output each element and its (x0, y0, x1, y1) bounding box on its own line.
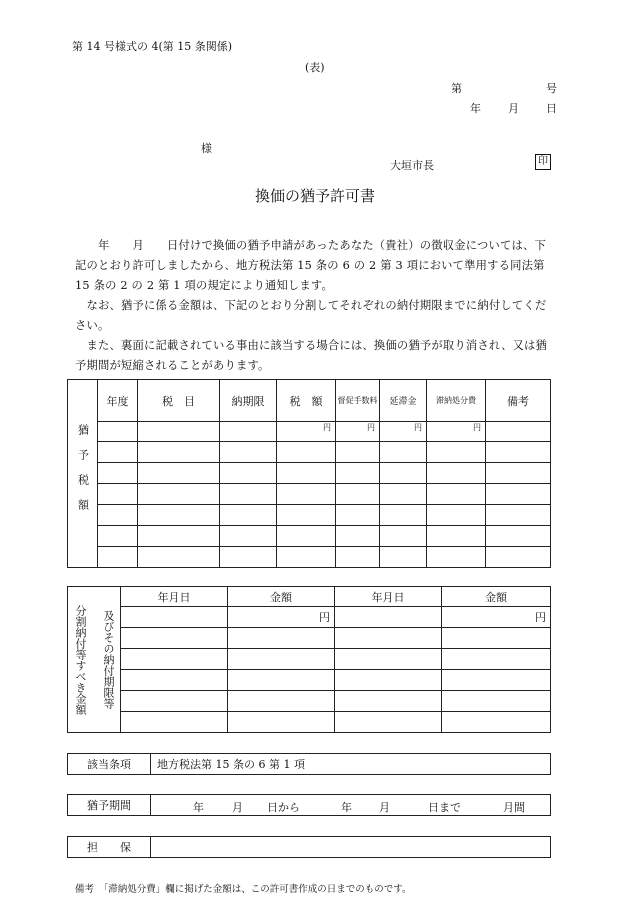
header-tax-item: 税 目 (138, 380, 220, 422)
tax-cell[interactable] (277, 442, 336, 463)
tax-cell[interactable] (380, 547, 427, 568)
tax-cell[interactable] (138, 484, 220, 505)
installment-cell[interactable] (121, 607, 228, 628)
tax-cell[interactable] (277, 484, 336, 505)
tax-cell[interactable] (138, 526, 220, 547)
tax-cell[interactable] (277, 463, 336, 484)
clause-label: 該当条項 (68, 754, 151, 775)
installment-cell[interactable] (228, 670, 335, 691)
tax-cell[interactable] (486, 422, 551, 442)
header-dunning-fee: 督促手数料 (336, 380, 380, 422)
tax-cell[interactable] (98, 463, 138, 484)
installment-cell[interactable] (335, 628, 442, 649)
tax-cell[interactable] (220, 422, 277, 442)
installment-cell[interactable] (121, 628, 228, 649)
installment-label-a: 分割納付等すべき金額 (74, 604, 87, 715)
tax-cell[interactable] (277, 505, 336, 526)
installment-label-cell (68, 587, 121, 733)
installment-cell[interactable] (442, 670, 551, 691)
tax-cell[interactable] (138, 463, 220, 484)
installment-cell[interactable] (228, 649, 335, 670)
header-amount-2: 金額 (442, 587, 551, 607)
tax-cell[interactable] (98, 547, 138, 568)
installment-cell[interactable] (442, 691, 551, 712)
tax-cell[interactable] (336, 526, 380, 547)
installment-cell[interactable] (121, 649, 228, 670)
period-month-2: 月 (379, 801, 390, 814)
installment-cell[interactable] (442, 628, 551, 649)
period-day-from: 日から (267, 801, 300, 814)
tax-cell[interactable] (427, 526, 486, 547)
document-title: 換価の猶予許可書 (254, 187, 375, 205)
tax-cell[interactable] (277, 526, 336, 547)
tax-cell[interactable] (486, 526, 551, 547)
header-remarks: 備考 (486, 380, 551, 422)
installment-cell[interactable] (121, 670, 228, 691)
header-amount-1: 金額 (228, 587, 335, 607)
amount-1-unit: 円 (228, 607, 335, 628)
tax-amount-unit: 円 (277, 422, 336, 442)
tax-cell[interactable] (380, 463, 427, 484)
tax-cell[interactable] (220, 547, 277, 568)
tax-cell[interactable] (486, 547, 551, 568)
form-number: 第 14 号様式の 4(第 15 条関係) (72, 40, 233, 53)
period-year-1: 年 (193, 801, 204, 814)
late-fee-unit: 円 (380, 422, 427, 442)
issuer-name: 大垣市長 (390, 159, 434, 172)
date-month: 月 (508, 102, 519, 115)
period-day-to: 日まで (428, 801, 461, 814)
installment-cell[interactable] (335, 691, 442, 712)
collateral-label: 担 保 (68, 837, 151, 858)
date-year: 年 (470, 102, 481, 115)
tax-cell[interactable] (98, 484, 138, 505)
tax-cell[interactable] (336, 463, 380, 484)
tax-cell[interactable] (98, 526, 138, 547)
header-disposition-fee: 滞納処分費 (427, 380, 486, 422)
tax-cell[interactable] (380, 442, 427, 463)
disposition-fee-unit: 円 (427, 422, 486, 442)
installment-cell[interactable] (335, 712, 442, 733)
tax-cell[interactable] (380, 505, 427, 526)
body-paragraph-3: また、裏面に記載されている事由に該当する場合には、換価の猶予が取り消され、又は猶予期間が短縮されることがあります。 (75, 339, 548, 372)
body-text (75, 236, 557, 376)
tax-cell[interactable] (427, 484, 486, 505)
tax-cell[interactable] (220, 526, 277, 547)
footnote: 備考 「滞納処分費」欄に掲げた金額は、この許可書作成の日までのものです。 (75, 884, 412, 895)
tax-cell[interactable] (380, 484, 427, 505)
header-due-date: 納期限 (220, 380, 277, 422)
tax-amount-table (67, 379, 551, 568)
tax-cell[interactable] (427, 505, 486, 526)
header-date-1: 年月日 (121, 587, 228, 607)
amount-2-unit: 円 (442, 607, 551, 628)
tax-cell[interactable] (220, 463, 277, 484)
installment-cell[interactable] (228, 712, 335, 733)
tax-cell[interactable] (138, 505, 220, 526)
dunning-fee-unit: 円 (336, 422, 380, 442)
body-paragraph-1: 年 月 日付けで換価の猶予申請があったあなた（貴社）の徴収金については、下記のとおり許可しましたから、地方税法第 15 条の 6 の 2 第 3 項において準用する同法第 15 条の 2 の 2 第 1 項の規定により通知します。 (75, 239, 547, 292)
body-paragraph-2: なお、猶予に係る金額は、下記のとおり分割してそれぞれの納付期限までに納付してください。 (75, 299, 547, 332)
period-value[interactable] (151, 795, 551, 816)
tax-cell[interactable] (277, 547, 336, 568)
tax-cell[interactable] (98, 422, 138, 442)
clause-table (67, 753, 551, 775)
installment-table (67, 586, 551, 733)
tax-cell[interactable] (336, 442, 380, 463)
collateral-table (67, 836, 551, 858)
tax-cell[interactable] (98, 505, 138, 526)
tax-cell[interactable] (336, 484, 380, 505)
tax-cell[interactable] (98, 442, 138, 463)
tax-row-label: 猶予税額 (76, 423, 90, 524)
installment-label-b: 及びその納付期限等 (102, 610, 115, 709)
tax-cell[interactable] (427, 442, 486, 463)
period-label: 猶予期間 (68, 795, 151, 816)
tax-cell[interactable] (220, 442, 277, 463)
installment-cell[interactable] (121, 691, 228, 712)
period-year-2: 年 (341, 801, 352, 814)
number-prefix: 第 (451, 82, 462, 95)
addressee-suffix: 様 (201, 142, 212, 155)
seal-mark: 印 (535, 154, 551, 170)
tax-cell[interactable] (220, 484, 277, 505)
clause-value[interactable]: 地方税法第 15 条の 6 第 1 項 (151, 754, 551, 775)
collateral-value[interactable] (151, 837, 551, 858)
header-date-2: 年月日 (335, 587, 442, 607)
installment-cell[interactable] (335, 670, 442, 691)
tax-cell[interactable] (486, 442, 551, 463)
period-table (67, 794, 551, 816)
tax-cell[interactable] (138, 547, 220, 568)
tax-cell[interactable] (138, 442, 220, 463)
installment-cell[interactable] (228, 628, 335, 649)
tax-cell[interactable] (220, 505, 277, 526)
tax-cell[interactable] (486, 484, 551, 505)
installment-cell[interactable] (442, 712, 551, 733)
tax-cell[interactable] (138, 422, 220, 442)
header-tax-amount: 税 額 (277, 380, 336, 422)
tax-cell[interactable] (380, 526, 427, 547)
side-label: (表) (305, 61, 325, 74)
period-month-1: 月 (232, 801, 243, 814)
tax-cell[interactable] (486, 505, 551, 526)
tax-cell[interactable] (336, 505, 380, 526)
installment-cell[interactable] (335, 649, 442, 670)
header-late-fee: 延滞金 (380, 380, 427, 422)
installment-cell[interactable] (335, 607, 442, 628)
installment-cell[interactable] (121, 712, 228, 733)
tax-cell[interactable] (427, 547, 486, 568)
tax-cell[interactable] (427, 463, 486, 484)
installment-cell[interactable] (228, 691, 335, 712)
period-months: 月間 (503, 801, 525, 814)
header-year: 年度 (98, 380, 138, 422)
tax-cell[interactable] (336, 547, 380, 568)
number-suffix: 号 (546, 82, 557, 95)
tax-row-label-cell (68, 380, 98, 568)
tax-cell[interactable] (486, 463, 551, 484)
date-day: 日 (546, 102, 557, 115)
installment-cell[interactable] (442, 649, 551, 670)
